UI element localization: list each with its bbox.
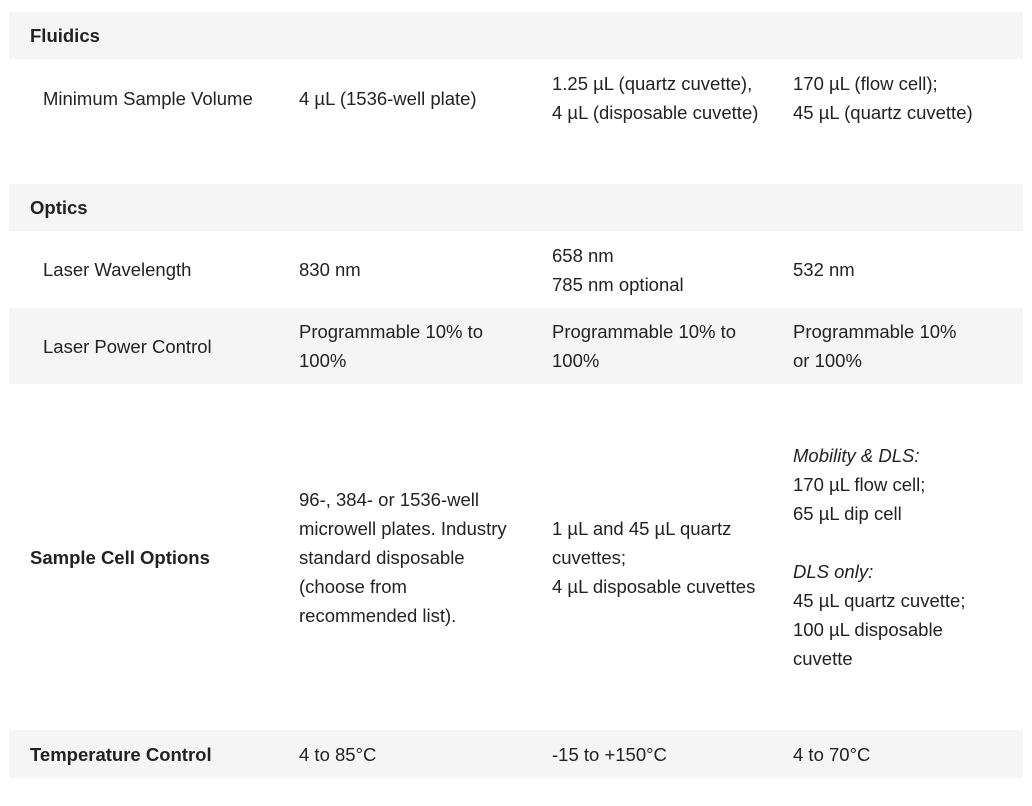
- cell-value: 100%: [299, 350, 347, 371]
- row-label: Laser Power Control: [43, 335, 212, 357]
- row-minimum-sample-volume: [9, 59, 1023, 137]
- cell-value: recommended list).: [299, 604, 457, 626]
- cell-value: 4 µL (1536-well plate): [299, 87, 477, 109]
- cell-value: or 100%: [793, 350, 862, 371]
- cell-subheading: DLS only:: [793, 561, 874, 582]
- cell-value: 1.25 µL (quartz cuvette),: [552, 73, 753, 94]
- cell-value: Programmable 10% to: [552, 321, 737, 342]
- cell-value: 45 µL quartz cuvette;: [793, 590, 966, 611]
- row-label: Minimum Sample Volume: [43, 87, 253, 109]
- section-title: Fluidics: [30, 25, 100, 46]
- cell-value: 4 µL (disposable cuvette): [552, 102, 759, 123]
- cell-value: 532 nm: [793, 259, 855, 280]
- row-label: Temperature Control: [30, 743, 212, 765]
- cell-subheading: Mobility & DLS:: [793, 445, 920, 466]
- cell-value: 830 nm: [299, 259, 361, 280]
- section-title: Optics: [30, 197, 88, 218]
- cell-value: 4 to 85°C: [299, 743, 377, 765]
- row-sample-cell-options: [9, 384, 1023, 730]
- cell-value: 170 µL (flow cell);: [793, 73, 938, 94]
- cell-value: 96-, 384- or 1536-well: [299, 488, 479, 510]
- cell-value: standard disposable: [299, 546, 465, 568]
- cell-value: Programmable 10%: [793, 321, 957, 342]
- cell-value: 785 nm optional: [552, 273, 684, 295]
- cell-value: 45 µL (quartz cuvette): [793, 102, 973, 123]
- section-header-optics: [9, 184, 1023, 231]
- cell-value: 100 µL disposable: [793, 619, 943, 640]
- row-label: Laser Wavelength: [43, 259, 192, 280]
- row-label: Sample Cell Options: [30, 546, 210, 568]
- cell-value: 4 to 70°C: [793, 743, 871, 765]
- cell-value: 100%: [552, 350, 600, 371]
- cell-value: (choose from: [299, 575, 407, 597]
- cell-value: 1 µL and 45 µL quartz: [552, 517, 732, 539]
- cell-value: cuvettes;: [552, 546, 627, 568]
- spacer: [793, 528, 965, 557]
- row-laser-wavelength: [9, 231, 1023, 308]
- cell-value: 65 µL dip cell: [793, 503, 902, 524]
- row-laser-power-control: [9, 308, 1023, 384]
- cell-value: 658 nm: [552, 244, 614, 266]
- cell-value: cuvette: [793, 648, 853, 669]
- cell-value: 4 µL disposable cuvettes: [552, 575, 756, 597]
- section-header-fluidics: [9, 12, 1023, 59]
- cell-value: Programmable 10% to: [299, 321, 484, 342]
- cell-value: microwell plates. Industry: [299, 517, 507, 539]
- cell-value: 170 µL flow cell;: [793, 474, 926, 495]
- cell-value: -15 to +150°C: [552, 743, 667, 765]
- row-temperature-control: [9, 730, 1023, 778]
